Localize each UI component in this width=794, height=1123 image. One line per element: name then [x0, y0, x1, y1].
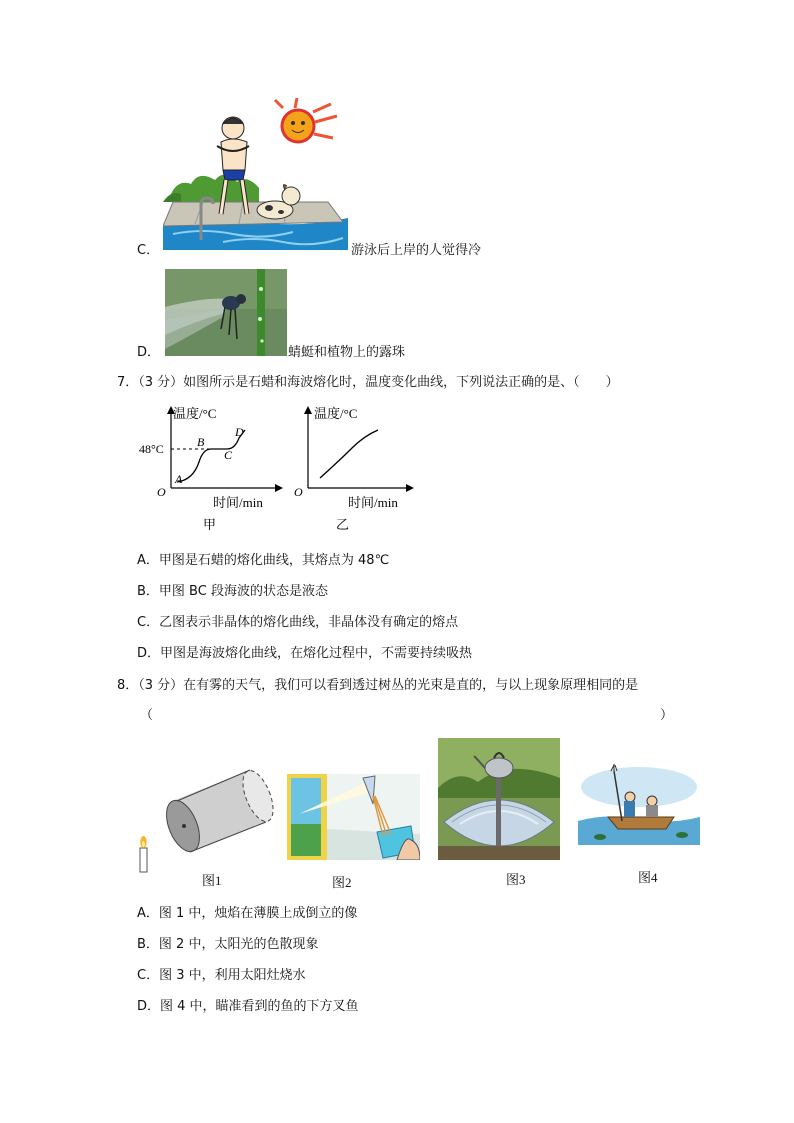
q7-stem: 7．（3 分）如图所示是石蜡和海波熔化时，温度变化曲线，下列说法正确的是、（ ）: [117, 375, 619, 390]
q8-stem: 8．（3 分）在有雾的天气，我们可以看到透过树丛的光束是直的，与以上现象原理相同的是: [117, 678, 639, 693]
graph-jia-point-d: D: [235, 425, 244, 439]
q7-option-d: D．甲图是海波熔化曲线，在熔化过程中，不需要持续吸热: [137, 646, 473, 661]
graph-jia-point-a: A: [175, 472, 183, 486]
figure-2-label: 图2: [332, 875, 352, 890]
figure-3-solar-cooker: [438, 738, 560, 860]
q7-option-c: C．乙图表示非晶体的熔化曲线，非晶体没有确定的熔点: [137, 615, 459, 630]
figure-4-spearing-fish: [578, 763, 700, 845]
graph-jia-origin: O: [157, 485, 166, 499]
swimmer-illustration: [163, 98, 348, 250]
q7-option-b: B．甲图 BC 段海波的状态是液态: [137, 584, 328, 599]
q6-option-d-letter: D．: [137, 345, 161, 360]
q8-option-b: B．图 2 中，太阳光的色散现象: [137, 937, 319, 952]
figure-3-label: 图3: [506, 872, 526, 887]
graph-yi: [290, 400, 420, 536]
graph-jia-temp-mark: 48°C: [139, 442, 164, 456]
q8-option-d: D．图 4 中，瞄准看到的鱼的下方叉鱼: [137, 999, 359, 1014]
graph-yi-caption: 乙: [336, 517, 350, 532]
figure-2-dispersion: [287, 774, 420, 860]
graph-yi-x-label: 时间/min: [348, 495, 398, 510]
graph-jia-x-label: 时间/min: [213, 495, 263, 510]
dragonfly-photo: [165, 269, 287, 356]
figure-1-label: 图1: [202, 873, 222, 888]
figure-1-pinhole-camera: [135, 760, 275, 875]
figure-4-label: 图4: [638, 870, 658, 885]
graph-yi-origin: O: [294, 485, 303, 499]
graph-yi-y-label: 温度/°C: [314, 406, 358, 421]
q7-option-a: A．甲图是石蜡的熔化曲线，其熔点为 48℃: [137, 553, 390, 568]
q6-option-c-text: 游泳后上岸的人觉得冷: [351, 243, 482, 258]
graph-jia: [135, 400, 285, 536]
q8-paren-close: ）: [660, 708, 674, 723]
q8-paren-open: （: [140, 708, 154, 723]
graph-jia-y-label: 温度/°C: [173, 406, 217, 421]
q8-option-c: C．图 3 中，利用太阳灶烧水: [137, 968, 306, 983]
q6-option-d-text: 蜻蜓和植物上的露珠: [288, 345, 406, 360]
q8-option-a: A．图 1 中，烛焰在薄膜上成倒立的像: [137, 906, 358, 921]
graph-jia-point-c: C: [224, 448, 233, 462]
graph-jia-caption: 甲: [203, 517, 217, 532]
q6-option-c-letter: C．: [137, 243, 160, 258]
graph-jia-point-b: B: [197, 435, 205, 449]
